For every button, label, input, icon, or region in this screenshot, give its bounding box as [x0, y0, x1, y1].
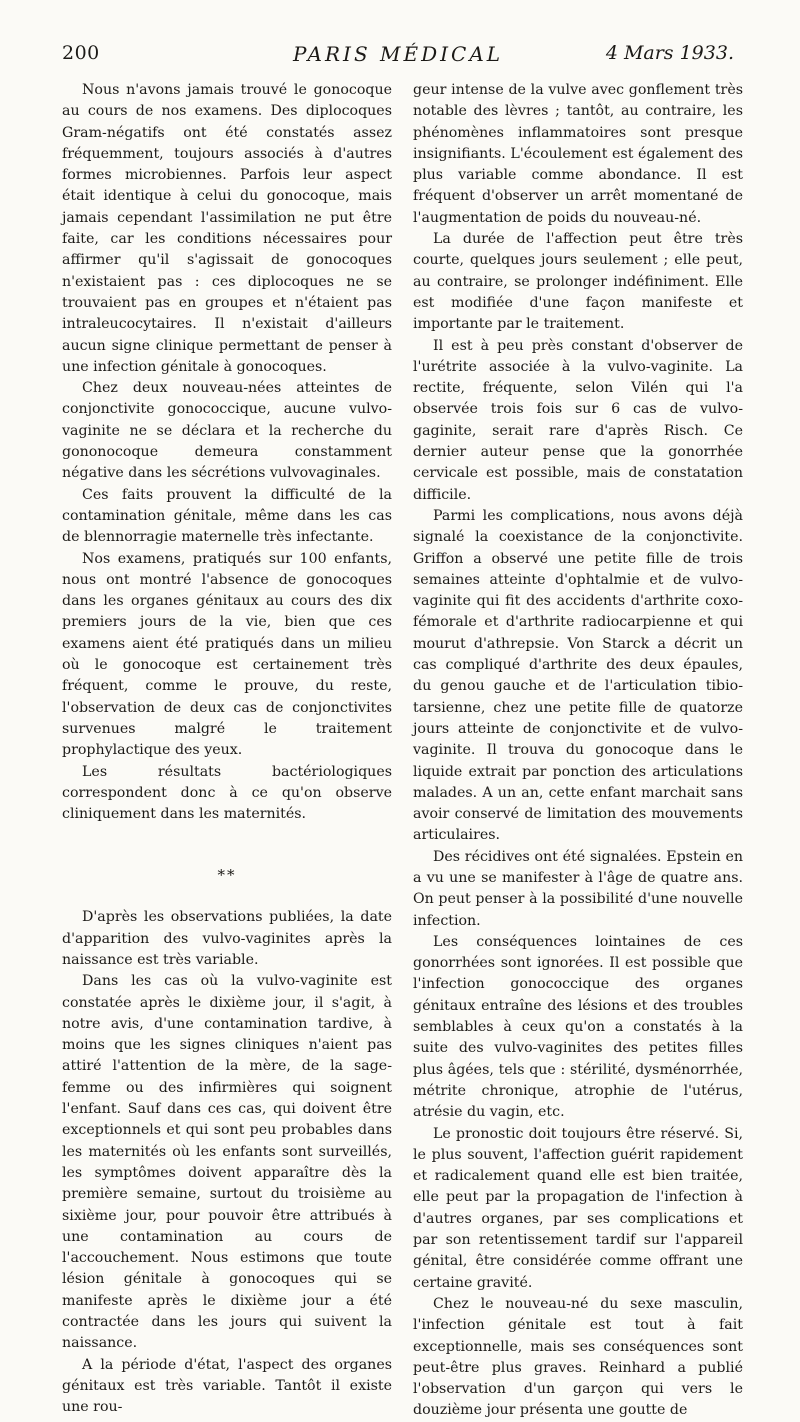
paragraph: Il est à peu près constant d'observer de l'urétrite associée à la vulvo-vaginite. La rectite, fréquente, selon Vilén qui l'a observée trois fois sur 6 cas de vulvo-gaginite, serait rare d'après Risch. Ce dernier auteur pense que la gonorrhée cervicale est possible, mais de constatation difficile.: [413, 337, 743, 503]
right-column: [413, 80, 743, 1422]
paragraph: Chez le nouveau-né du sexe masculin, l'infection génitale est tout à fait exceptionnelle, mais ses conséquences sont peut-être plus graves. Reinhard a publié l'observation d'un garçon qui vers le douzième jour présenta une goutte de: [413, 1295, 743, 1419]
paragraph: Dans les cas où la vulvo-vaginite est constatée après le dixième jour, il s'agit, à notre avis, d'une contamination tardive, à moins que les signes cliniques n'aient pas attiré l'attention de la mère, de la sage-femme ou des infirmières qui soignent l'enfant. Sauf dans ces cas, qui doivent être exceptionnels et qui sont peu probables dans les maternités où les enfants sont surveillés, les symptômes doivent apparaître dès la première semaine, surtout du troisième au sixième jour, pour pouvoir être attribués à une contamination au cours de l'accouchement. Nous estimons que toute lésion génitale à gonocoques qui se manifeste après le dixième jour a été contractée dans les jours qui suivent la naissance.: [62, 973, 392, 1352]
paragraph: Chez deux nouveau-nées atteintes de conjonctivite gonococcique, aucune vulvo-vaginite ne se déclara et la recherche du gononocoque demeura constamment négative dans les sécrétions vulvovaginales.: [62, 380, 392, 482]
issue-date: 4 Mars 1933.: [605, 42, 734, 64]
paragraph: Nos examens, pratiqués sur 100 enfants, nous ont montré l'absence de gonocoques dans les organes génitaux au cours des dix premiers jours de la vie, bien que ces examens aient été pratiqués dans un milieu où le gonocoque est certainement très fréquent, comme le prouve, du reste, l'observation de deux cas de conjonctivites survenues malgré le traitement prophylactique des yeux.: [62, 550, 392, 759]
paragraph: A la période d'état, l'aspect des organes génitaux est très variable. Tantôt il existe une rou-: [62, 1356, 392, 1416]
left-column: [62, 80, 392, 1419]
running-header: [62, 42, 734, 72]
paragraph: La durée de l'affection peut être très courte, quelques jours seulement ; elle peut, au contraire, se prolonger indéfiniment. Elle est modifiée d'une façon manifeste et importante par le traitement.: [413, 231, 743, 333]
journal-title: PARIS MÉDICAL: [292, 42, 504, 66]
paragraph: Les conséquences lointaines de ces gonorrhées sont ignorées. Il est possible que l'infection gonococcique des organes génitaux entraîne des lésions et des troubles semblables à ceux qu'on a constatés à la suite des vulvo-vaginites des petites filles plus âgées, tels que : stérilité, dysménorrhée, métrite chronique, atrophie de l'utérus, atrésie du vagin, etc.: [413, 933, 743, 1121]
section-separator: **: [217, 866, 237, 885]
paragraph: geur intense de la vulve avec gonflement très notable des lèvres ; tantôt, au contraire, les phénomènes inflammatoires sont presque insignifiants. L'écoulement est également des plus variable comme abondance. Il est fréquent d'observer un arrêt momentané de l'augmentation de poids du nouveau-né.: [413, 82, 743, 226]
paragraph: D'après les observations publiées, la date d'apparition des vulvo-vaginites après la naissance est très variable.: [62, 909, 392, 968]
paragraph: Parmi les complications, nous avons déjà signalé la coexistance de la conjonctivite. Griffon a observé une petite fille de trois semaines atteinte d'ophtalmie et de vulvo-vaginite qui fit des accidents d'arthrite coxo-fémorale et d'arthrite radiocarpienne et qui mourut d'athrepsie. Von Starck a décrit un cas compliqué d'arthrite des deux épaules, du genou gauche et de l'articulation tibio-tarsienne, chez une petite fille de quatorze jours atteinte de conjonctivite et de vulvo-vaginite. Il trouva du gonocoque dans le liquide extrait par ponction des articulations malades. A un an, cette enfant marchait sans avoir conservé de limitation des mouvements articulaires.: [413, 507, 743, 844]
paragraph: Le pronostic doit toujours être réservé. Si, le plus souvent, l'affection guérit rapidement et radicalement quand elle est bien traitée, elle peut par la propagation de l'infection à d'autres organes, par ses complications et par son retentissement tardif sur l'appareil génital, être considérée comme offrant une certaine gravité.: [413, 1125, 743, 1291]
page-number: 200: [62, 42, 100, 64]
paragraph: Les résultats bactériologiques correspondent donc à ce qu'on observe cliniquement dans les maternités.: [62, 763, 392, 823]
paragraph: Des récidives ont été signalées. Epstein en a vu une se manifester à l'âge de quatre ans. On peut penser à la possibilité d'une nouvelle infection.: [413, 848, 743, 929]
paragraph: Ces faits prouvent la difficulté de la contamination génitale, même dans les cas de blennorragie maternelle très infectante.: [62, 486, 392, 546]
paragraph: Nous n'avons jamais trouvé le gonocoque au cours de nos examens. Des diplocoques Gram-négatifs ont été constatés assez fréquemment, toujours associés à d'autres formes microbiennes. Parfois leur aspect était identique à celui du gonocoque, mais jamais cependant l'assimilation ne put être faite, car les conditions nécessaires pour affirmer qu'il s'agissait de gonocoques n'existaient pas : ces diplocoques ne se trouvaient pas en groupes et n'étaient pas intraleucocytaires. Il n'existait d'ailleurs aucun signe clinique permettant de penser à une infection génitale à gonocoques.: [62, 82, 392, 375]
